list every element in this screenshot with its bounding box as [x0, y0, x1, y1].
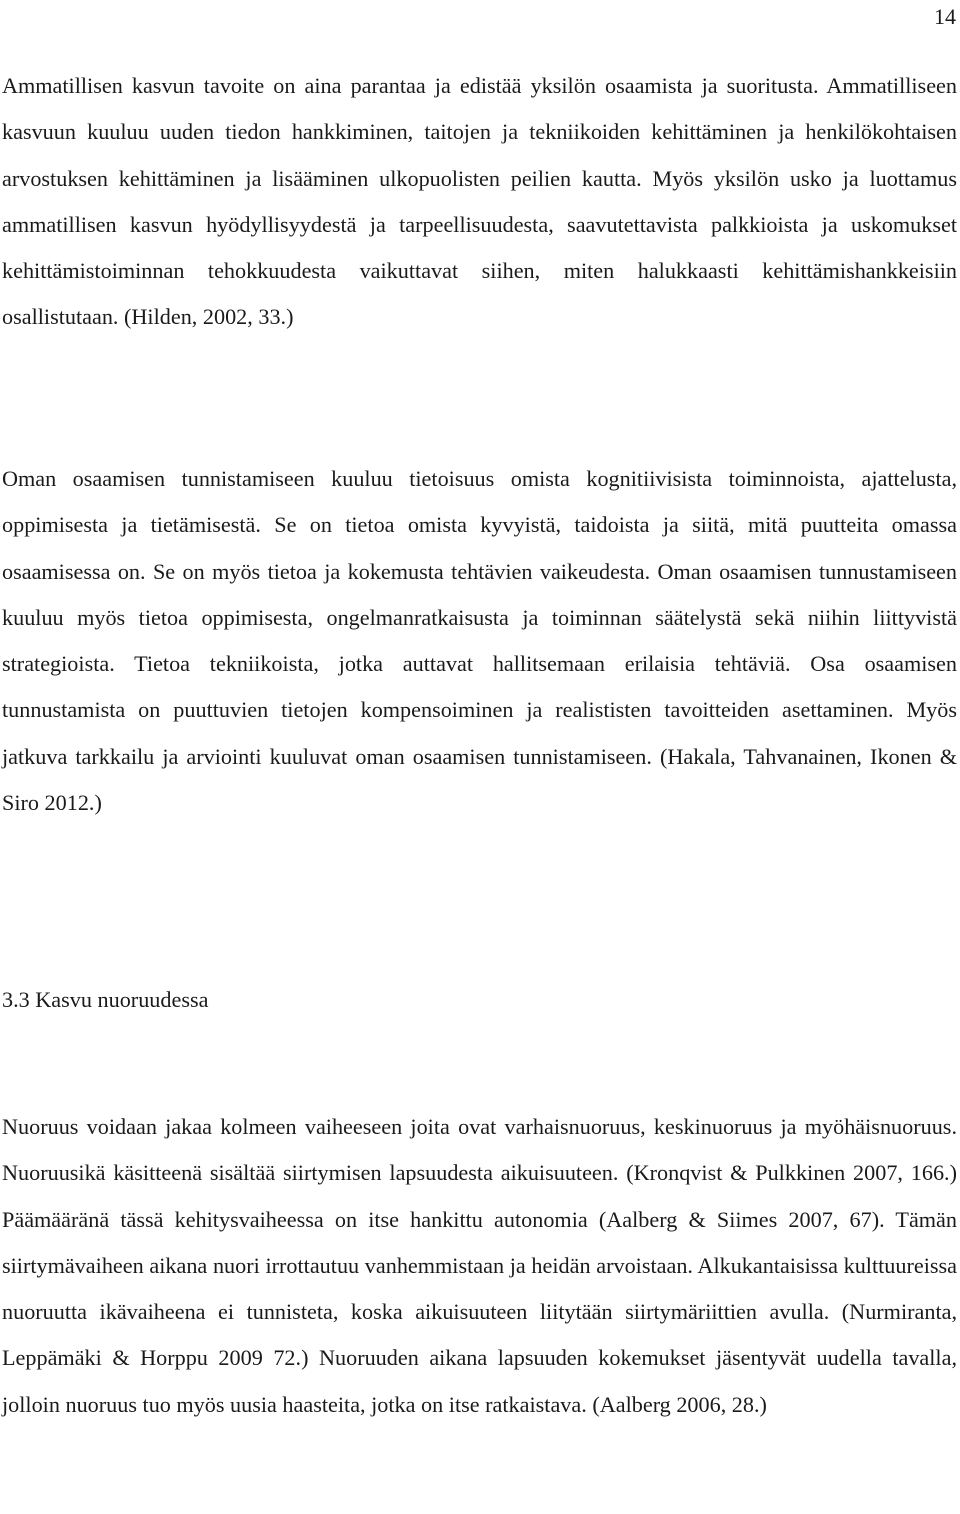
- paragraph-competence-recognition: Oman osaamisen tunnistamiseen kuuluu tietoisuus omista kognitiivisista toiminnoista, ajattelusta, oppimisesta ja tietämisestä. Se on tietoa omista kyvyistä, taidoista ja siitä, mitä puutteita omassa osaamisessa on. Se on myös tietoa ja kokemusta tehtävien vaikeudesta. Oman osaamisen tunnustamiseen kuuluu myös tietoa oppimisesta, ongelmanratkaisusta ja toiminnan säätelystä sekä niihin liittyvistä strategioista. Tietoa tekniikoista, jotka auttavat hallitsemaan erilaisia tehtäviä. Osa osaamisen tunnustamista on puuttuvien tietojen kompensoiminen ja realististen tavoitteiden asettaminen. Myös jatkuva tarkkailu ja arviointi kuuluvat oman osaamisen tunnistamiseen. (Hakala, Tahvanainen, Ikonen & Siro 2012.): [2, 466, 957, 816]
- section-heading: 3.3 Kasvu nuoruudessa: [2, 987, 209, 1012]
- paragraph-youth-growth: Nuoruus voidaan jakaa kolmeen vaiheeseen joita ovat varhaisnuoruus, keskinuoruus ja myöhäisnuoruus. Nuoruusikä käsitteenä sisältää siirtymisen lapsuudesta aikuisuuteen. (Kronqvist & Pulkkinen 2007, 166.) Päämääränä tässä kehitysvaiheessa on itse hankittu autonomia (Aalberg & Siimes 2007, 67). Tämän siirtymävaiheen aikana nuori irrottautuu vanhemmistaan ja heidän arvoistaan. Alkukantaisissa kulttuureissa nuoruutta ikävaiheena ei tunnisteta, koska aikuisuuteen liitytään siirtymäriittien avulla. (Nurmiranta, Leppämäki & Horppu 2009 72.) Nuoruuden aikana lapsuuden kokemukset jäsentyvät uudella tavalla, jolloin nuoruus tuo myös uusia haasteita, jotka on itse ratkaistava. (Aalberg 2006, 28.): [2, 1114, 957, 1417]
- paragraph-professional-growth: Ammatillisen kasvun tavoite on aina parantaa ja edistää yksilön osaamista ja suoritusta. Ammatilliseen kasvuun kuuluu uuden tiedon hankkiminen, taitojen ja tekniikoiden kehittäminen ja henkilökohtaisen arvostuksen kehittäminen ja lisääminen ulkopuolisten peilien kautta. Myös yksilön usko ja luottamus ammatillisen kasvun hyödyllisyydestä ja tarpeellisuudesta, saavutettavista palkkioista ja uskomukset kehittämistoiminnan tehokkuudesta vaikuttavat siihen, miten halukkaasti kehittämishankkeisiin osallistutaan. (Hilden, 2002, 33.): [2, 73, 957, 330]
- page-number: 14: [934, 4, 956, 29]
